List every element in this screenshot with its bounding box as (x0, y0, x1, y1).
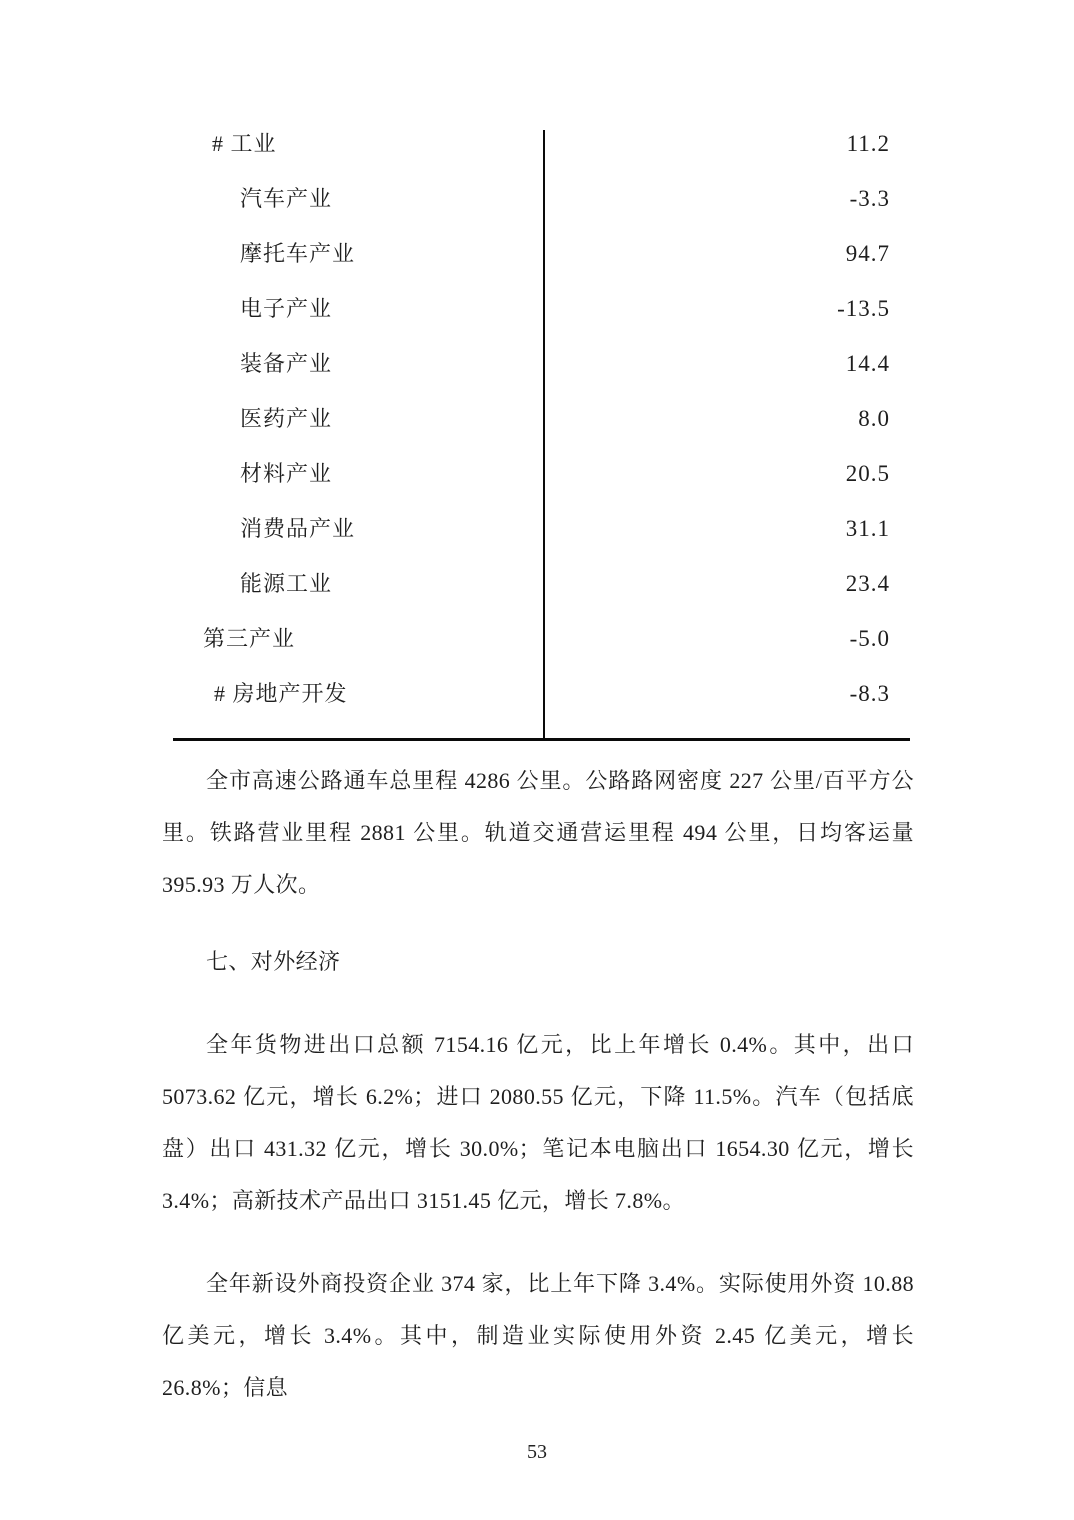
industry-label: 第三产业 (203, 626, 296, 651)
industry-label: 装备产业 (240, 351, 333, 376)
industry-label: # 房地产开发 (214, 681, 348, 706)
industry-label: 医药产业 (240, 406, 333, 431)
paragraph-trade: 全年货物进出口总额 7154.16 亿元，比上年增长 0.4%。其中，出口 5073.62 亿元，增长 6.2%；进口 2080.55 亿元，下降 11.5%。汽车（包括底盘）出口 431.32 亿元，增长 30.0%；笔记本电脑出口 1654.30 亿元，增长 3.4%；高新技术产品出口 3151.45 亿元，增长 7.8%。 (162, 1032, 914, 1213)
table-row (173, 666, 910, 721)
table-row (173, 226, 910, 281)
growth-value: 23.4 (845, 571, 890, 596)
industry-growth-table (173, 116, 910, 741)
industry-label: 能源工业 (240, 571, 333, 596)
industry-label: 摩托车产业 (240, 241, 356, 266)
industry-label: 材料产业 (240, 461, 333, 486)
growth-value: 8.0 (858, 406, 890, 431)
paragraph-foreign-investment: 全年新设外商投资企业 374 家，比上年下降 3.4%。实际使用外资 10.88 亿美元，增长 3.4%。其中，制造业实际使用外资 2.45 亿美元，增长 26.8%；信息 (162, 1271, 914, 1400)
growth-value: 11.2 (846, 131, 890, 156)
table-row (173, 171, 910, 226)
growth-value: -8.3 (849, 681, 890, 706)
table-row (173, 446, 910, 501)
growth-value: 94.7 (845, 241, 890, 266)
page-number: 53 (527, 1441, 547, 1463)
industry-label: # 工业 (212, 131, 277, 156)
section-heading: 七、对外经济 (206, 949, 341, 974)
body-text (162, 755, 914, 1414)
table-row (173, 281, 910, 336)
growth-value: -3.3 (849, 186, 890, 211)
growth-value: -13.5 (837, 296, 890, 321)
industry-label: 汽车产业 (240, 186, 333, 211)
growth-value: -5.0 (849, 626, 890, 651)
paragraph-transport: 全市高速公路通车总里程 4286 公里。公路路网密度 227 公里/百平方公里。铁路营业里程 2881 公里。轨道交通营运里程 494 公里，日均客运量 395.93 万人次。 (162, 768, 914, 897)
growth-value: 20.5 (845, 461, 890, 486)
table-row (173, 116, 910, 171)
industry-label: 电子产业 (240, 296, 333, 321)
growth-value: 31.1 (845, 516, 890, 541)
table-row (173, 611, 910, 666)
table-row (173, 556, 910, 611)
industry-label: 消费品产业 (240, 516, 356, 541)
table-column-divider (543, 130, 545, 738)
table-row (173, 336, 910, 391)
table-row (173, 391, 910, 446)
growth-value: 14.4 (845, 351, 890, 376)
table-row (173, 501, 910, 556)
